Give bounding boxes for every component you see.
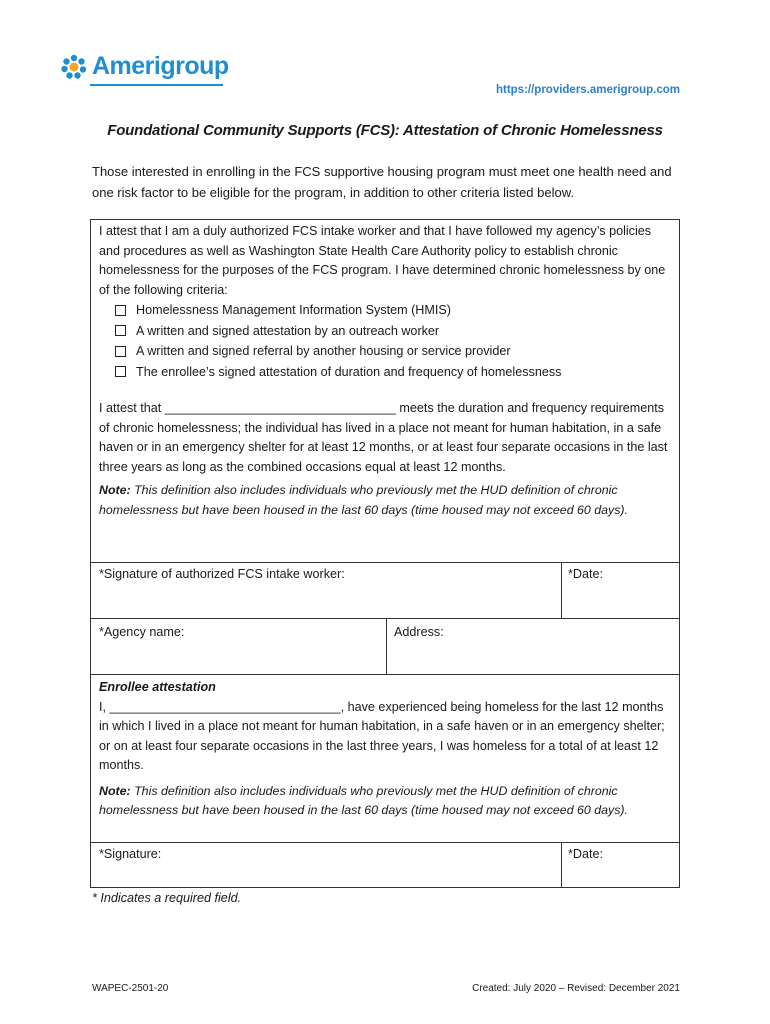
worker-note: Note: This definition also includes individuals who previously met the HUD definition of chronic homelessness but have been housed in the last 60 days (time housed may not exceed 60 days).	[99, 483, 628, 517]
criteria-list	[91, 300, 679, 382]
checkbox[interactable]	[115, 346, 126, 357]
providers-url-link[interactable]: https://providers.amerigroup.com	[495, 84, 680, 96]
enrollee-note: Note: This definition also includes individuals who previously met the HUD definition of chronic homelessness but have been housed in the last 60 days (time housed may not exceed 60 days).	[99, 783, 628, 817]
logo-mark-icon	[60, 53, 88, 81]
intro-paragraph: Those interested in enrolling in the FCS supportive housing program must meet one health need and one risk factor to be eligible for the program, in addition to other criteria listed below.	[92, 164, 672, 200]
checkbox[interactable]	[115, 325, 126, 336]
address-field[interactable]: Address:	[394, 625, 444, 639]
required-field-note: * Indicates a required field.	[92, 891, 242, 905]
worker-date-field[interactable]: *Date:	[568, 567, 604, 581]
attestation-form	[90, 219, 680, 888]
criteria-item[interactable]: A written and signed referral by another housing or service provider	[115, 341, 679, 362]
criteria-item[interactable]: A written and signed attestation by an outreach worker	[115, 321, 679, 342]
worker-attestation-section	[91, 222, 679, 520]
worker-attest-text: I attest that I am a duly authorized FCS intake worker and that I have followed my agency’s policies and procedures as well as Washington State Health Care Authority policy to establish chronic homelessness for the purposes of the FCS program. I have determined chronic homelessness by one of the following criteria:	[99, 224, 666, 297]
document-title: Foundational Community Supports (FCS): Attestation of Chronic Homelessness	[107, 122, 663, 139]
logo-underline	[90, 84, 223, 86]
worker-signature-field[interactable]: *Signature of authorized FCS intake worker:	[99, 567, 345, 581]
enrollee-date-field[interactable]: *Date:	[568, 847, 604, 861]
criteria-item[interactable]: The enrollee’s signed attestation of duration and frequency of homelessness	[115, 362, 679, 383]
enrollee-heading: Enrollee attestation	[99, 680, 216, 694]
enrollee-signature-field[interactable]: *Signature:	[99, 847, 162, 861]
agency-name-field[interactable]: *Agency name:	[99, 625, 185, 639]
enrollee-attest-text: I, _________________________________, have experienced being homeless for the last 12 months in which I lived in a place not meant for human habitation, in a safe haven or in an emergency shelter; or on at least four separate occasions in the last three years, I was homeless for a total of at least 12 months.	[99, 699, 665, 772]
criteria-item[interactable]: Homelessness Management Information System (HMIS)	[115, 300, 679, 321]
revision-dates: Created: July 2020 – Revised: December 2021	[472, 983, 680, 994]
duration-attest-text: I attest that _________________________________ meets the duration and frequency requirements of chronic homelessness; the individual has lived in a place not meant for human habitation, in a safe haven or in an emergency shelter for at least 12 months, or at least four separate occasions in the last three years as long as the combined occasions equal at least 12 months.	[99, 401, 668, 474]
enrollee-attestation-section	[91, 678, 679, 821]
brand-name: Amerigroup	[92, 52, 229, 80]
checkbox[interactable]	[115, 305, 126, 316]
checkbox[interactable]	[115, 366, 126, 377]
amerigroup-logo	[60, 52, 229, 81]
form-id: WAPEC-2501-20	[92, 983, 169, 994]
